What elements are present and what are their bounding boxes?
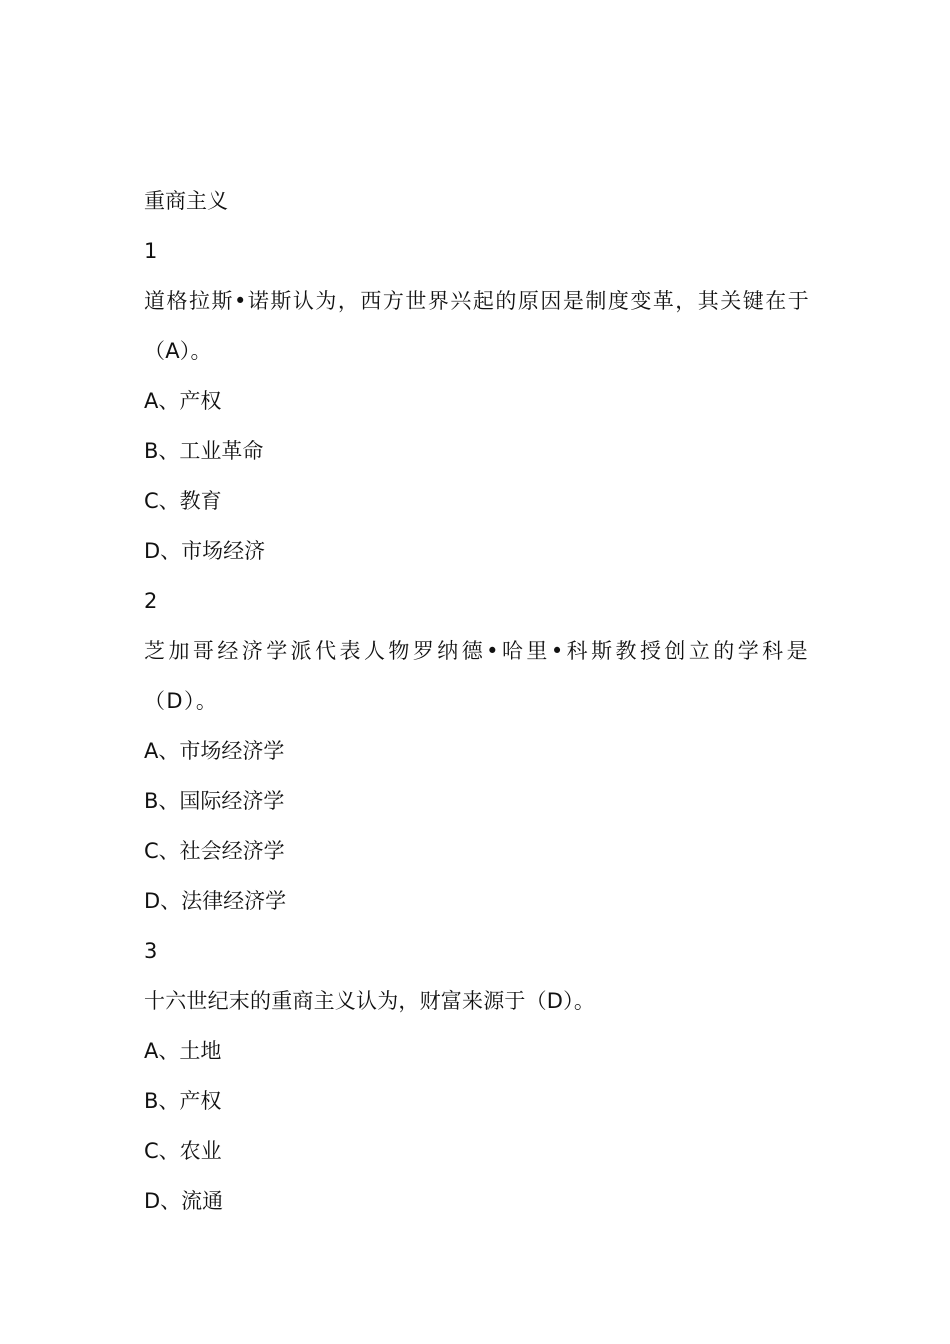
option-1b: B、工业革命 (144, 439, 264, 463)
option-1c: C、教育 (144, 489, 222, 513)
question-number-3: 3 (144, 939, 158, 963)
option-2a: A、市场经济学 (144, 739, 285, 763)
option-1d: D、市场经济 (144, 539, 266, 563)
option-3c: C、农业 (144, 1139, 222, 1163)
option-2c: C、社会经济学 (144, 839, 285, 863)
option-3a: A、土地 (144, 1039, 222, 1063)
option-3b: B、产权 (144, 1089, 222, 1113)
question-number-2: 2 (144, 589, 158, 613)
question-number-1: 1 (144, 239, 158, 263)
question-text-2: 芝加哥经济学派代表人物罗纳德•哈里•科斯教授创立的学科是（D）。 (144, 639, 809, 713)
option-2b: B、国际经济学 (144, 789, 285, 813)
document-content (144, 176, 809, 1226)
option-1a: A、产权 (144, 389, 222, 413)
section-title: 重商主义 (144, 189, 228, 213)
option-3d: D、流通 (144, 1189, 224, 1213)
question-text-1: 道格拉斯•诺斯认为，西方世界兴起的原因是制度变革，其关键在于（A）。 (144, 289, 809, 363)
option-2d: D、法律经济学 (144, 889, 287, 913)
question-text-3: 十六世纪末的重商主义认为，财富来源于（D）。 (144, 989, 596, 1013)
